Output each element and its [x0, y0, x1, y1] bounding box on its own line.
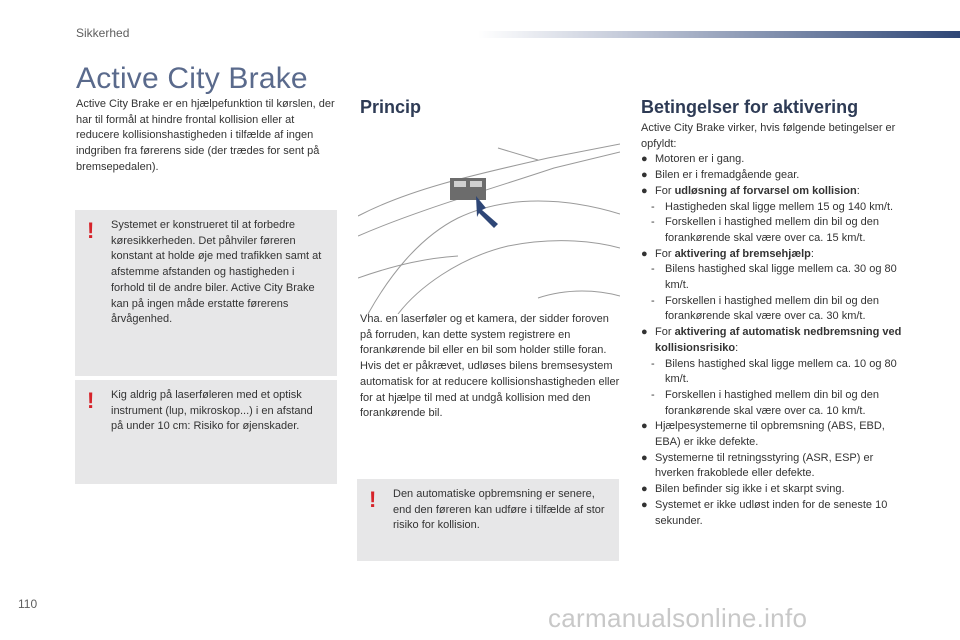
list-item-text: Bilen befinder sig ikke i et skarpt sving.: [655, 483, 845, 496]
list-item-text: For udløsning af forvarsel om kollision:: [655, 184, 860, 197]
warning-icon: !: [87, 388, 95, 413]
warning-icon: !: [87, 218, 95, 243]
windshield-sensor-illustration: [358, 138, 620, 314]
list-item-text: Bilen er i fremadgående gear.: [655, 169, 800, 182]
list-item: [641, 325, 909, 356]
page-title: Active City Brake: [76, 62, 308, 95]
list-item: [641, 498, 909, 529]
sub-item: - Hastigheden skal ligge mellem 15 og 140 km/t.: [651, 200, 894, 213]
bullet-icon: ●: [641, 247, 648, 260]
bullet-icon: ●: [641, 420, 648, 433]
warning-text: Kig aldrig på laserføleren med et optisk instrument (lup, mikroskop...) i en afstand på under 10 cm: Risiko for øjenskader.: [111, 389, 313, 433]
sub-item: - Bilens hastighed skal ligge mellem ca. 10 og 80 km/t.: [651, 357, 897, 386]
page-number: 110: [18, 597, 38, 611]
bullet-icon: ●: [641, 153, 648, 166]
list-item-text: For aktivering af bremsehjælp:: [655, 247, 814, 260]
list-item: [641, 482, 909, 498]
intro-paragraph: Active City Brake er en hjælpefunktion til kørslen, der har til formål at hindre frontal kollision eller at reducere kollisionshastigheden i tilfælde af ingen indgriben fra førerens side (der trædes for sent på bremsepedalen).: [76, 98, 335, 173]
warning-box-laser: [75, 380, 337, 484]
bullet-icon: ●: [641, 169, 648, 182]
sub-item: - Bilens hastighed skal ligge mellem ca. 30 og 80 km/t.: [651, 263, 897, 292]
list-item: [641, 451, 909, 482]
list-item-text: Hjælpesystemerne til opbremsning (ABS, EBD, EBA) er ikke defekte.: [655, 420, 885, 449]
section-label: Sikkerhed: [76, 26, 130, 40]
list-item-text: Systemet er ikke udløst inden for de seneste 10 sekunder.: [655, 498, 888, 527]
list-item: [641, 152, 909, 168]
sub-item: - Forskellen i hastighed mellem din bil og den forankørende skal være over ca. 15 km/t.: [651, 216, 880, 244]
warning-text: Systemet er konstrueret til at forbedre køresikkerheden. Det påhviler føreren konstant at holde øje med trafikken samt at afstemme afstanden og hastigheden i forhold til de andre biler. Active City Brake kan på ingen måde erstatte førerens årvågenhed.: [111, 219, 322, 326]
sub-item: - Forskellen i hastighed mellem din bil og den forankørende skal være over ca. 30 km/t.: [651, 294, 880, 323]
warning-box-braking: [357, 479, 619, 561]
list-item: [641, 419, 909, 450]
conditions-heading: Betingelser for aktivering: [641, 97, 859, 117]
header-bar: [478, 31, 960, 38]
principle-heading: Princip: [360, 97, 422, 117]
list-item-text: For aktivering af automatisk nedbremsning ved kollisionsrisiko:: [655, 326, 902, 354]
bullet-icon: ●: [641, 326, 648, 339]
list-item: [641, 184, 909, 200]
conditions-lead: Active City Brake virker, hvis følgende betingelser er opfyldt:: [641, 122, 896, 150]
list-item-text: Systemerne til retningsstyring (ASR, ESP) er hverken frakoblede eller defekte.: [655, 451, 874, 480]
list-item: [641, 168, 909, 184]
list-item-text: Motoren er i gang.: [655, 153, 745, 166]
warning-box-safety: [75, 210, 337, 376]
watermark: carmanualsonline.info: [548, 603, 808, 633]
principle-text: Vha. en laserføler og et kamera, der sidder foroven på forruden, kan dette system registrere en forankørende bil eller en bil som holder stille foran. Hvis det er påkrævet, udløses bilens bremsesystem automatisk for at reducere kollisionshastigheden eller for at hjælpe til med at undgå kollision med den forankørende bil.: [360, 313, 620, 420]
bullet-icon: ●: [641, 498, 648, 511]
bullet-icon: ●: [641, 184, 648, 197]
bullet-icon: ●: [641, 451, 648, 464]
conditions-list: [641, 121, 909, 529]
bullet-icon: ●: [641, 483, 648, 496]
warning-icon: !: [369, 487, 377, 512]
sub-item: - Forskellen i hastighed mellem din bil og den forankørende skal være over ca. 10 km/t.: [651, 388, 880, 417]
warning-text: Den automatiske opbremsning er senere, end den føreren kan udføre i tilfælde af stor risiko for kollision.: [393, 488, 605, 532]
list-item: [641, 247, 909, 263]
